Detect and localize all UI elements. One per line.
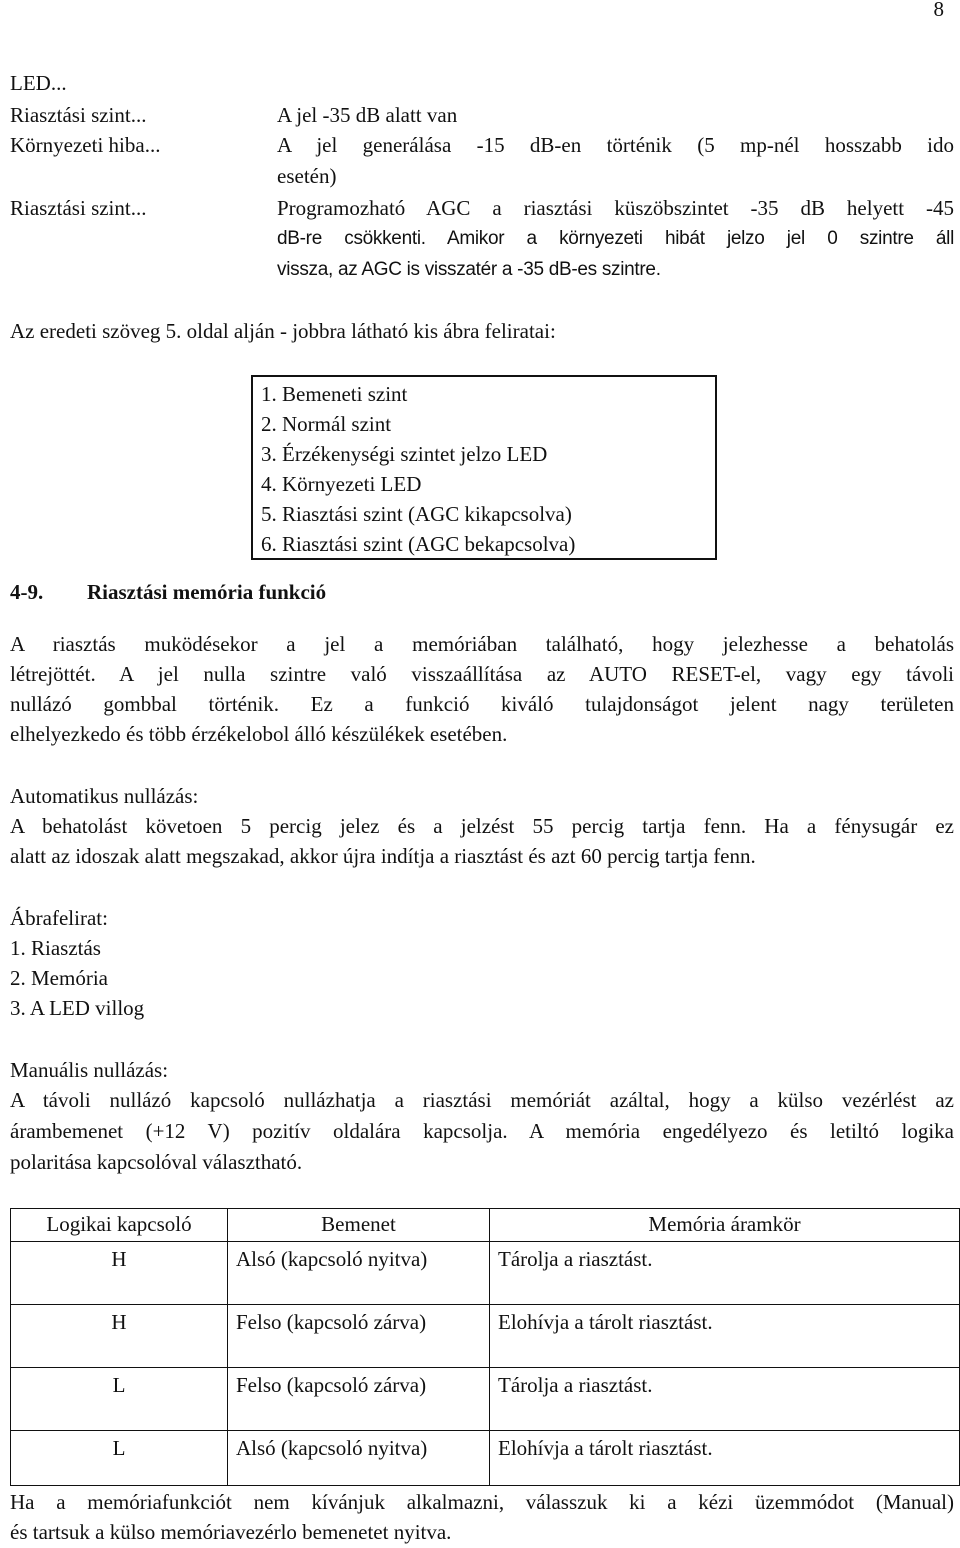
paragraph-line: létrejöttét. A jel nulla szintre való visszaállítása az AUTO RESET-el, vagy egy távoli (10, 662, 954, 686)
table-cell: Alsó (kapcsoló nyitva) (228, 1242, 490, 1305)
paragraph-line: nullázó gombbal történik. Ez a funkció kiváló tulajdonságot jelent nagy területen (10, 692, 954, 716)
auto-reset-heading: Automatikus nullázás: (10, 784, 199, 808)
figure-labels-box (251, 375, 717, 560)
logic-table (10, 1208, 960, 1486)
caption-heading: Ábrafelirat: (10, 906, 108, 930)
table-row (11, 1242, 960, 1305)
table-header: Bemenet (228, 1209, 490, 1242)
table-row (11, 1305, 960, 1368)
led-row-text: A jel -35 dB alatt van (277, 103, 458, 127)
table-row (11, 1368, 960, 1431)
caption-item: 2. Memória (10, 966, 108, 990)
led-row-label: Riasztási szint... (10, 103, 147, 127)
table-cell: L (11, 1431, 228, 1486)
led-row-text: vissza, az AGC is visszatér a -35 dB-es szintre. (277, 259, 661, 280)
paragraph-line: elhelyezkedo és több érzékelobol álló készülékek esetében. (10, 722, 508, 746)
figure-label: 2. Normál szint (261, 412, 392, 436)
led-row-label: Környezeti hiba... (10, 133, 161, 157)
manual-reset-heading: Manuális nullázás: (10, 1058, 169, 1082)
table-cell: H (11, 1305, 228, 1368)
caption-item: 1. Riasztás (10, 936, 101, 960)
table-header-row (11, 1209, 960, 1242)
table-header: Logikai kapcsoló (11, 1209, 228, 1242)
figure-label: 6. Riasztási szint (AGC bekapcsolva) (261, 532, 576, 556)
table-cell: Alsó (kapcsoló nyitva) (228, 1431, 490, 1486)
figure-label: 1. Bemeneti szint (261, 382, 408, 406)
paragraph-line: és tartsuk a külso memóriavezérlo bemenetet nyitva. (10, 1520, 452, 1544)
paragraph-line: polaritása kapcsolóval választható. (10, 1150, 303, 1174)
paragraph-line: árambemenet (+12 V) pozitív oldalára kapcsolja. A memória engedélyezo és letiltó logika (10, 1119, 954, 1143)
table-cell: Elohívja a tárolt riasztást. (490, 1431, 960, 1486)
figure-label: 3. Érzékenységi szintet jelzo LED (261, 442, 548, 466)
section-number: 4-9. (10, 580, 44, 604)
led-row-label: Riasztási szint... (10, 196, 147, 220)
table-cell: L (11, 1368, 228, 1431)
caption-item: 3. A LED villog (10, 996, 145, 1020)
table-cell: Elohívja a tárolt riasztást. (490, 1305, 960, 1368)
figure-label: 4. Környezeti LED (261, 472, 422, 496)
table-cell: H (11, 1242, 228, 1305)
table-row (11, 1431, 960, 1486)
led-row-text: dB-re csökkenti. Amikor a környezeti hibát jelzo jel 0 szintre áll (277, 228, 954, 249)
table-cell: Tárolja a riasztást. (490, 1242, 960, 1305)
table-cell: Felso (kapcsoló zárva) (228, 1368, 490, 1431)
led-row-text: esetén) (277, 164, 337, 188)
figure-label: 5. Riasztási szint (AGC kikapcsolva) (261, 502, 572, 526)
paragraph-line: A távoli nullázó kapcsoló nullázhatja a riasztási memóriát azáltal, hogy a külso vezérlést az (10, 1088, 954, 1112)
figure-intro: Az eredeti szöveg 5. oldal alján - jobbra látható kis ábra feliratai: (10, 319, 556, 343)
paragraph-line: A riasztás muködésekor a jel a memóriában található, hogy jelezhesse a behatolás (10, 632, 954, 656)
table-header: Memória áramkör (490, 1209, 960, 1242)
table-cell: Tárolja a riasztást. (490, 1368, 960, 1431)
led-row-text: A jel generálása -15 dB-en történik (5 mp-nél hosszabb ido (277, 133, 954, 157)
led-section-title: LED... (10, 71, 67, 95)
section-title: Riasztási memória funkció (87, 580, 327, 604)
paragraph-line: Ha a memóriafunkciót nem kívánjuk alkalmazni, válasszuk ki a kézi üzemmódot (Manual) (10, 1490, 954, 1514)
paragraph-line: alatt az idoszak alatt megszakad, akkor újra indítja a riasztást és azt 60 percig tartja fenn. (10, 844, 756, 868)
page-number: 8 (933, 0, 944, 21)
paragraph-line: A behatolást követoen 5 percig jelez és a jelzést 55 percig tartja fenn. Ha a fénysugár ez (10, 814, 954, 838)
table-cell: Felso (kapcsoló zárva) (228, 1305, 490, 1368)
led-row-text: Programozható AGC a riasztási küszöbszintet -35 dB helyett -45 (277, 196, 954, 220)
